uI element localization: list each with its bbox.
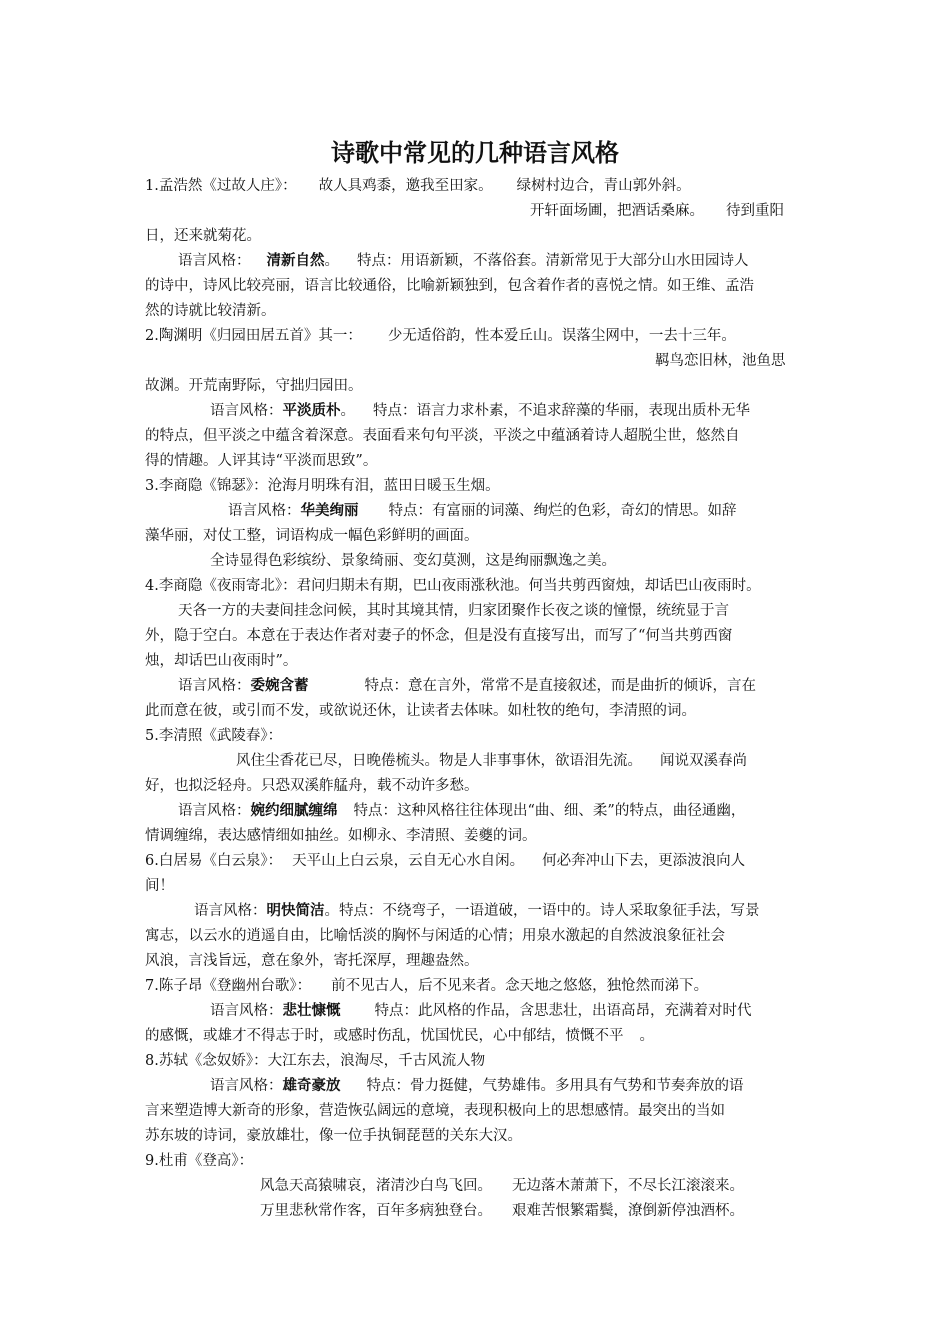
sec1-poem-b: 绿树村边合，青山郭外斜。: [516, 178, 691, 194]
sec5-poem-c: 好，也拟泛轻舟。只恐双溪舴艋舟，载不动许多愁。: [145, 778, 479, 794]
sec9-line2: [260, 1176, 820, 1196]
sec7-desc2-line: [145, 1026, 815, 1046]
sec6-style-line: [194, 901, 864, 921]
sec4-poem-a: 君问归期未有期，巴山夜雨涨秋池。何当共剪西窗烛，却话巴山夜雨时。: [296, 578, 761, 594]
sec1-line2: [530, 201, 820, 221]
sec7-style-line: [210, 1001, 880, 1021]
sec3-style-line: [228, 501, 898, 521]
sec4-line1: [145, 576, 815, 596]
sec1-desc3: 然的诗就比较清新。: [145, 303, 276, 319]
sec5-poem-a: 风住尘香花已尽，日晚倦梳头。物是人非事事休，欲语泪先流。: [236, 753, 642, 769]
sec4-text3: 烛，却话巴山夜雨时”。: [145, 653, 298, 669]
sec2-poem-b: 羁鸟恋旧林，池鱼思: [655, 353, 786, 369]
sec1-style-value: 清新自然: [266, 253, 325, 269]
sec3-heading: 3.李商隐《锦瑟》：: [145, 478, 268, 494]
sec8-line1: [145, 1051, 815, 1071]
sec1-heading: 1.孟浩然《过故人庄》：: [145, 178, 297, 194]
sec1-poem-c: 开轩面场圃，把酒话桑麻。: [530, 203, 704, 219]
sec8-poem-a: 大江东去，浪淘尽，千古风流人物: [267, 1053, 486, 1069]
sec4-text2: 外，隐于空白。本意在于表达作者对妻子的怀念，但是没有直接写出，而写了“何当共剪西窗: [145, 628, 733, 644]
sec8-desc2: 言来塑造博大新奇的形象，营造恢弘阔远的意境，表现积极向上的思想感情。最突出的当如: [145, 1103, 725, 1119]
sec8-desc3: 苏东坡的诗词，豪放雄壮，像一位手执铜琵琶的关东大汉。: [145, 1128, 522, 1144]
sec5-poem-b: 闻说双溪春尚: [660, 753, 747, 769]
sec5-style-value: 婉约细腻缠绵: [250, 803, 338, 819]
sec1-desc1: 特点：用语新颖，不落俗套。清新常见于大部分山水田园诗人: [357, 253, 749, 269]
page-title: 诗歌中常见的几种语言风格: [331, 139, 619, 167]
sec3-desc2: 藻华丽，对仗工整，词语构成一幅色彩鲜明的画面。: [145, 528, 479, 544]
sec8-style-value: 雄奇豪放: [282, 1078, 341, 1094]
sec7-style-value: 悲壮慷慨: [282, 1003, 341, 1019]
sec8-style-label: 语言风格：: [210, 1078, 283, 1094]
sec1-line1: [145, 176, 815, 196]
sec7-poem-a: 前不见古人，后不见来者。念天地之悠悠，独怆然而涕下。: [331, 978, 709, 994]
sec2-style-line: [210, 401, 880, 421]
sec3-style-label: 语言风格：: [228, 503, 301, 519]
sec4-style-line: [178, 676, 848, 696]
sec5-desc2: 情调缠绵，表达感情细如抽丝。如柳永、李清照、姜夔的词。: [145, 828, 537, 844]
sec4-desc1: 特点：意在言外，常常不是直接叙述，而是曲折的倾诉，言在: [364, 678, 756, 694]
sec1-desc2: 的诗中，诗风比较亮丽，语言比较通俗，比喻新颖独到，包含着作者的喜悦之情。如王维、孟浩: [145, 278, 754, 294]
sec6-heading: 6.白居易《白云泉》：: [145, 853, 283, 869]
sec2-desc1: 特点：语言力求朴素，不追求辞藻的华丽，表现出质朴无华: [373, 403, 750, 419]
sec2-style-value: 平淡质朴: [282, 403, 341, 419]
sec7-style-label: 语言风格：: [210, 1003, 283, 1019]
sec6-style-label: 语言风格：: [194, 903, 267, 919]
sec8-desc1: 特点：骨力挺健，气势雄伟。多用具有气势和节奏奔放的语: [366, 1078, 744, 1094]
sec9-poem-c: 万里悲秋常作客，百年多病独登台。: [260, 1203, 492, 1219]
sec2-line1: [145, 326, 815, 346]
sec6-style-tail: 。: [324, 903, 339, 919]
sec5-heading: 5.李清照《武陵春》：: [145, 728, 283, 744]
sec1-style-tail: 。: [324, 253, 339, 269]
sec3-line1: [145, 476, 815, 496]
sec6-desc2: 寓志，以云水的逍遥自由，比喻恬淡的胸怀与闲适的心情；用泉水激起的自然波浪象征社会: [145, 928, 725, 944]
sec6-line1: [145, 851, 815, 871]
sec8-style-line: [210, 1076, 880, 1096]
sec9-poem-d: 艰难苦恨繁霜鬓，潦倒新停浊酒杯。: [512, 1203, 744, 1219]
sec2-poem-a: 少无适俗韵，性本爱丘山。误落尘网中，一去十三年。: [387, 328, 736, 344]
sec2-style-tail: 。: [340, 403, 355, 419]
sec3-style-value: 华美绚丽: [300, 503, 359, 519]
sec7-desc2: 的感慨，或雄才不得志于时，或感时伤乱，忧国忧民，心中郁结，愤慨不平: [145, 1028, 624, 1044]
sec2-heading: 2.陶渊明《归园田居五首》其一：: [145, 328, 362, 344]
sec6-style-value: 明快简洁: [266, 903, 325, 919]
sec4-style-label: 语言风格：: [178, 678, 251, 694]
sec5-style-label: 语言风格：: [178, 803, 251, 819]
sec7-desc2-tail: 。: [639, 1028, 654, 1044]
sec1-poem-d: 待到重阳: [726, 203, 784, 219]
sec4-desc2: 此而意在彼，或引而不发，或欲说还休，让读者去体味。如杜牧的绝句，李清照的词。: [145, 703, 696, 719]
sec1-poem-a: 故人具鸡黍，邀我至田家。: [318, 178, 493, 194]
sec1-line3: 日，还来就菊花。: [145, 228, 261, 244]
sec5-style-line: [178, 801, 848, 821]
sec1-style-label: 语言风格：: [178, 253, 251, 269]
sec9-poem-b: 无边落木萧萧下，不尽长江滚滚来。: [512, 1178, 744, 1194]
sec2-desc2: 的特点，但平淡之中蕴含着深意。表面看来句句平淡，平淡之中蕴涵着诗人超脱尘世，悠然自: [145, 428, 740, 444]
sec5-desc1: 特点：这种风格往往体现出“曲、细、柔”的特点，曲径通幽，: [353, 803, 746, 819]
sec2-poem-c: 故渊。开荒南野际，守拙归园田。: [145, 378, 363, 394]
sec7-line1: [145, 976, 815, 996]
sec9-heading: 9.杜甫《登高》：: [145, 1153, 254, 1169]
sec1-style-line: [178, 251, 848, 271]
sec8-heading: 8.苏轼《念奴娇》：: [145, 1053, 268, 1069]
sec9-line3: [260, 1201, 820, 1221]
sec5-line2: [236, 751, 816, 771]
sec2-style-label: 语言风格：: [210, 403, 283, 419]
sec7-desc1: 特点：此风格的作品，含思悲壮，出语高昂，充满着对时代: [374, 1003, 752, 1019]
sec6-poem-c: 间！: [145, 878, 174, 894]
sec6-desc1: 特点：不绕弯子，一语道破，一语中的。诗人采取象征手法，写景: [339, 903, 760, 919]
sec3-desc3: 全诗显得色彩缤纷、景象绮丽、变幻莫测，这是绚丽飘逸之美。: [210, 553, 616, 569]
sec3-desc1: 特点：有富丽的词藻、绚烂的色彩，奇幻的情思。如辞: [388, 503, 737, 519]
sec2-desc3: 得的情趣。人评其诗“平淡而思致”。: [145, 453, 378, 469]
sec6-poem-a: 天平山上白云泉，云自无心水自闲。: [292, 853, 525, 869]
sec4-style-value: 委婉含蓄: [250, 678, 309, 694]
sec4-text1: 天各一方的夫妻间挂念问候，其时其境其情，归家团聚作长夜之谈的憧憬，统统显于言: [178, 603, 729, 619]
sec3-poem-a: 沧海月明珠有泪，蓝田日暖玉生烟。: [267, 478, 500, 494]
sec6-desc3: 风浪，言浅旨远，意在象外，寄托深厚，理趣盎然。: [145, 953, 479, 969]
sec4-heading: 4.李商隐《夜雨寄北》：: [145, 578, 297, 594]
sec6-poem-b: 何必奔冲山下去，更添波浪向人: [542, 853, 746, 869]
sec7-heading: 7.陈子昂《登幽州台歌》：: [145, 978, 312, 994]
sec9-poem-a: 风急天高猿啸哀，渚清沙白鸟飞回。: [260, 1178, 492, 1194]
